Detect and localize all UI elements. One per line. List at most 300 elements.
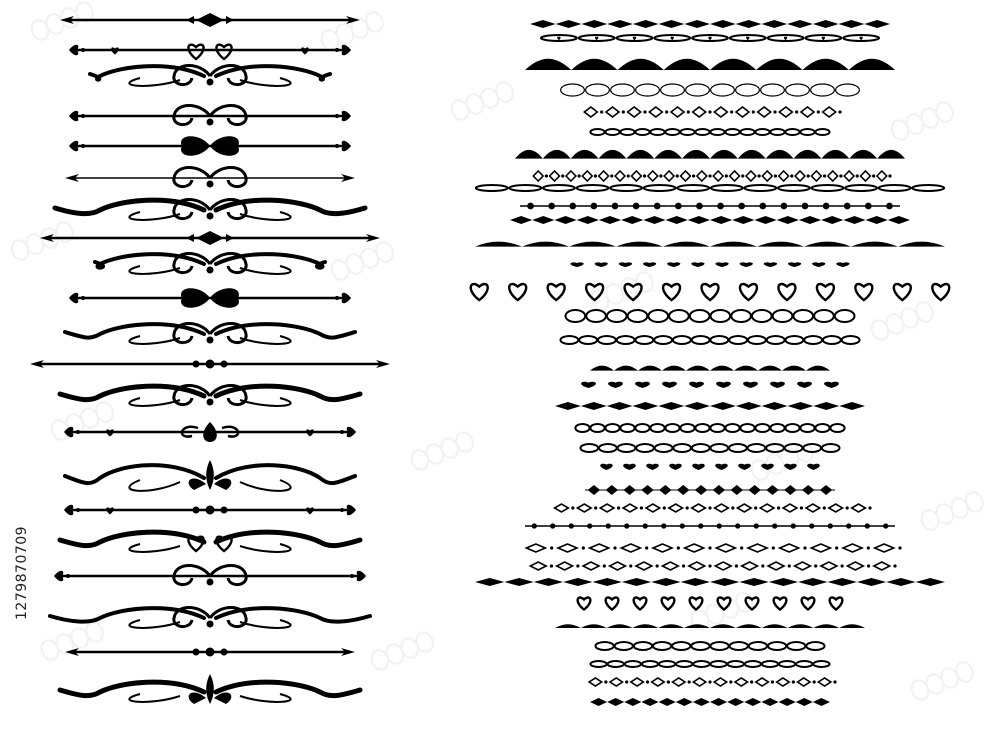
repeating-border bbox=[525, 59, 895, 70]
border-diamond bbox=[762, 171, 772, 181]
border-link bbox=[740, 129, 754, 135]
border-leaf bbox=[619, 262, 632, 267]
border-spindle bbox=[624, 698, 641, 706]
divider-end-right bbox=[342, 45, 351, 56]
border-spindle bbox=[590, 698, 607, 706]
border-wave bbox=[581, 624, 607, 628]
watermark-ring bbox=[9, 238, 31, 263]
repeating-border bbox=[510, 216, 910, 224]
flourish-curl-left bbox=[129, 336, 180, 344]
border-dot bbox=[772, 546, 775, 549]
divider-ornament bbox=[64, 505, 356, 516]
repeating-border bbox=[590, 129, 829, 135]
border-spindle bbox=[607, 20, 633, 28]
border-link bbox=[580, 444, 598, 452]
divider-end-left bbox=[54, 571, 63, 582]
flourish-swash-right bbox=[216, 254, 325, 267]
divider-end-left bbox=[64, 505, 73, 516]
border-link bbox=[590, 424, 604, 432]
border-spindle bbox=[510, 216, 532, 224]
border-link bbox=[659, 661, 675, 667]
border-leaf bbox=[761, 464, 774, 470]
border-spindle bbox=[796, 698, 813, 706]
border-dot bbox=[617, 506, 620, 509]
border-diamond bbox=[555, 504, 569, 512]
divider-end-left-dot bbox=[76, 430, 80, 434]
border-link bbox=[770, 129, 784, 135]
border-inner-heart bbox=[860, 37, 862, 39]
border-leaf bbox=[715, 262, 728, 267]
border-dot bbox=[708, 564, 711, 567]
border-link bbox=[599, 444, 617, 452]
flourish-curl-left bbox=[129, 544, 180, 552]
border-dot bbox=[774, 174, 777, 177]
border-leaf bbox=[662, 382, 677, 388]
border-dot bbox=[841, 564, 844, 567]
repeating-border bbox=[578, 598, 843, 610]
border-leaf bbox=[570, 262, 583, 267]
border-link bbox=[605, 129, 619, 135]
flourish-swash-left bbox=[65, 465, 204, 483]
watermark-ring bbox=[373, 240, 395, 265]
border-inner-heart bbox=[747, 37, 749, 39]
border-diamond bbox=[685, 544, 704, 552]
border-diamond bbox=[693, 107, 706, 117]
border-diamond bbox=[768, 562, 784, 570]
border-link bbox=[561, 84, 585, 96]
watermark-ring bbox=[884, 312, 906, 337]
border-spindle bbox=[787, 20, 813, 28]
border-spindle bbox=[555, 402, 581, 410]
repeating-border bbox=[560, 336, 859, 344]
border-spindle bbox=[761, 698, 778, 706]
divider-heart-right bbox=[301, 47, 309, 54]
watermark-mark bbox=[889, 100, 956, 143]
border-spindle bbox=[633, 20, 659, 28]
border-link bbox=[690, 310, 710, 322]
border-link bbox=[804, 336, 822, 344]
border-link bbox=[695, 424, 709, 432]
repeating-border bbox=[526, 544, 901, 552]
border-link bbox=[755, 129, 769, 135]
repeating-border bbox=[590, 661, 829, 667]
border-leaf bbox=[600, 464, 613, 470]
border-heart bbox=[662, 598, 675, 610]
border-spindle bbox=[563, 578, 592, 586]
border-dot bbox=[835, 546, 838, 549]
border-spindle bbox=[777, 216, 799, 224]
border-link bbox=[752, 310, 772, 322]
border-diamond bbox=[779, 171, 789, 181]
border-diamond bbox=[550, 171, 560, 181]
border-dot bbox=[629, 564, 632, 567]
border-diamond bbox=[557, 562, 573, 570]
border-diamond bbox=[671, 107, 684, 117]
border-leaf bbox=[824, 382, 839, 388]
border-wave bbox=[756, 59, 802, 70]
watermark-ring bbox=[904, 112, 926, 137]
divider-ornament bbox=[95, 254, 325, 274]
border-dot bbox=[872, 174, 875, 177]
border-link bbox=[611, 84, 635, 96]
center-dot bbox=[221, 649, 228, 656]
watermark-mark bbox=[319, 10, 386, 53]
center-scroll-left bbox=[174, 168, 210, 187]
center-dot bbox=[221, 507, 228, 514]
border-dot bbox=[708, 546, 711, 549]
divider-ornament bbox=[65, 648, 355, 657]
watermark-ring bbox=[449, 98, 471, 123]
border-diamond bbox=[742, 562, 758, 570]
border-link bbox=[744, 185, 776, 191]
border-heart bbox=[740, 284, 757, 300]
border-wave bbox=[682, 150, 710, 159]
border-diamond bbox=[589, 678, 602, 686]
border-wave bbox=[806, 366, 830, 371]
border-link bbox=[692, 336, 710, 344]
flourish-curl-left bbox=[129, 620, 180, 628]
watermark-ring bbox=[453, 430, 475, 455]
border-wave bbox=[794, 150, 822, 159]
border-diamond bbox=[746, 171, 756, 181]
border-diamond bbox=[877, 171, 887, 181]
border-link bbox=[814, 310, 834, 322]
border-dot bbox=[688, 680, 691, 683]
center-scroll-dot bbox=[207, 267, 214, 274]
watermark-mark bbox=[9, 220, 76, 263]
border-dot bbox=[800, 506, 803, 509]
divider-heart-left bbox=[106, 429, 114, 436]
border-dot bbox=[846, 506, 849, 509]
watermark-mark bbox=[39, 620, 106, 663]
border-spindle bbox=[684, 402, 710, 410]
border-link bbox=[509, 185, 541, 191]
border-dot bbox=[594, 506, 597, 509]
repeating-border bbox=[555, 402, 865, 410]
flourish-curl-right bbox=[240, 212, 291, 220]
border-spindle bbox=[688, 216, 710, 224]
border-dot bbox=[757, 174, 760, 177]
watermark-ring bbox=[704, 602, 726, 627]
center-diamond-ornament bbox=[196, 231, 224, 245]
border-link bbox=[577, 185, 609, 191]
border-wave bbox=[898, 242, 945, 247]
divider-end-right bbox=[342, 141, 351, 152]
divider-heart-right bbox=[306, 507, 314, 514]
border-diamond bbox=[582, 171, 592, 181]
watermark-ring bbox=[363, 10, 385, 35]
border-wave bbox=[590, 366, 614, 371]
border-spindle bbox=[710, 20, 736, 28]
border-link bbox=[785, 424, 799, 432]
border-spindle bbox=[839, 20, 865, 28]
repeating-border bbox=[584, 107, 841, 117]
watermark-ring bbox=[963, 490, 985, 515]
border-diamond bbox=[649, 107, 662, 117]
border-link bbox=[680, 424, 694, 432]
border-dot bbox=[754, 506, 757, 509]
border-dot bbox=[576, 564, 579, 567]
border-link bbox=[748, 444, 766, 452]
border-diamond bbox=[861, 171, 871, 181]
border-spindle bbox=[813, 20, 839, 28]
watermark-ring bbox=[53, 220, 75, 245]
border-diamond bbox=[779, 107, 792, 117]
border-spindle bbox=[813, 698, 830, 706]
divider-end-left bbox=[69, 293, 78, 304]
border-dot bbox=[645, 546, 648, 549]
border-spindle bbox=[593, 578, 622, 586]
border-spindle bbox=[710, 578, 739, 586]
divider-ornament bbox=[54, 566, 366, 586]
border-leaf bbox=[716, 382, 731, 388]
border-dot bbox=[790, 174, 793, 177]
flourish-curl-right bbox=[240, 266, 291, 274]
border-spindle bbox=[732, 216, 754, 224]
border-diamond bbox=[646, 504, 660, 512]
border-link bbox=[634, 642, 652, 650]
border-diamond bbox=[662, 562, 678, 570]
border-link bbox=[731, 310, 751, 322]
border-link bbox=[813, 661, 829, 667]
repeating-border bbox=[566, 310, 855, 322]
border-link bbox=[595, 642, 613, 650]
border-dot bbox=[550, 546, 553, 549]
border-link bbox=[625, 661, 641, 667]
border-link bbox=[661, 84, 685, 96]
border-link bbox=[879, 185, 911, 191]
border-diamond bbox=[692, 504, 706, 512]
border-diamond bbox=[730, 171, 740, 181]
repeating-border bbox=[600, 464, 820, 470]
border-dot bbox=[663, 506, 666, 509]
border-link bbox=[835, 310, 855, 322]
border-link bbox=[691, 642, 709, 650]
border-link bbox=[806, 642, 824, 650]
border-dot bbox=[803, 546, 806, 549]
border-spindle bbox=[577, 216, 599, 224]
divider-end-left bbox=[69, 45, 78, 56]
border-spindle bbox=[799, 216, 821, 224]
border-heart bbox=[690, 598, 703, 610]
border-heart bbox=[894, 284, 911, 300]
watermark-ring bbox=[764, 452, 786, 477]
border-dot bbox=[898, 546, 901, 549]
border-heart bbox=[578, 598, 591, 610]
border-dot bbox=[741, 174, 744, 177]
border-dot bbox=[729, 680, 732, 683]
repeating-border bbox=[476, 185, 944, 191]
border-link bbox=[665, 129, 679, 135]
flourish-swash-right bbox=[216, 324, 355, 337]
border-diamond bbox=[735, 678, 748, 686]
border-diamond bbox=[530, 562, 546, 570]
border-dot bbox=[577, 174, 580, 177]
border-spindle bbox=[622, 578, 651, 586]
border-dot bbox=[625, 680, 628, 683]
border-link bbox=[635, 336, 653, 344]
border-wave bbox=[664, 59, 710, 70]
border-link bbox=[644, 185, 676, 191]
center-scroll-dot bbox=[207, 399, 214, 406]
watermark-mark bbox=[329, 240, 396, 283]
border-dot bbox=[817, 110, 820, 113]
center-dot bbox=[206, 506, 215, 515]
divider-ornament bbox=[30, 360, 390, 369]
border-dot bbox=[752, 110, 755, 113]
border-diamond bbox=[558, 544, 577, 552]
flourish-swash-left bbox=[65, 324, 204, 337]
border-link bbox=[579, 336, 597, 344]
flourish-swash-right bbox=[216, 532, 360, 545]
border-link bbox=[830, 424, 844, 432]
flourish-curl-left bbox=[129, 694, 180, 702]
border-heart bbox=[855, 284, 872, 300]
border-wave bbox=[766, 150, 794, 159]
border-leaf bbox=[691, 262, 704, 267]
border-link bbox=[680, 129, 694, 135]
border-leaf bbox=[667, 262, 680, 267]
watermark-ring bbox=[949, 496, 971, 521]
divider-ornament bbox=[40, 231, 380, 245]
border-leaf bbox=[797, 382, 812, 388]
border-diamond bbox=[610, 678, 623, 686]
border-wave bbox=[633, 624, 659, 628]
divider-end-right bbox=[342, 111, 351, 122]
border-heart bbox=[606, 598, 619, 610]
border-wave bbox=[658, 624, 684, 628]
border-leaf bbox=[689, 382, 704, 388]
watermark-ring bbox=[909, 678, 931, 703]
border-leaf bbox=[784, 464, 797, 470]
border-spindle bbox=[710, 698, 727, 706]
border-spindle bbox=[762, 402, 788, 410]
center-wing-right bbox=[210, 136, 239, 156]
border-heart bbox=[548, 284, 565, 300]
border-wave bbox=[851, 242, 898, 247]
border-link bbox=[736, 84, 760, 96]
border-diamond bbox=[806, 504, 820, 512]
divider-end-left bbox=[69, 141, 78, 152]
border-diamond bbox=[828, 171, 838, 181]
border-link bbox=[761, 84, 785, 96]
border-wave bbox=[710, 59, 756, 70]
border-link bbox=[815, 424, 829, 432]
border-diamond bbox=[783, 504, 797, 512]
border-link bbox=[636, 84, 660, 96]
border-link bbox=[786, 84, 810, 96]
divider-end-right bbox=[342, 293, 351, 304]
border-dot bbox=[750, 680, 753, 683]
watermark-mark bbox=[869, 300, 936, 343]
border-dot bbox=[771, 680, 774, 683]
border-dot bbox=[604, 680, 607, 683]
border-wave bbox=[710, 624, 736, 628]
right-border-column bbox=[471, 20, 950, 706]
border-link bbox=[773, 310, 793, 322]
divider-end-right bbox=[357, 571, 366, 582]
watermark-ring bbox=[344, 252, 366, 277]
border-diamond bbox=[737, 504, 751, 512]
center-fleur-petal bbox=[206, 460, 214, 490]
border-wave bbox=[686, 366, 710, 371]
border-link bbox=[620, 129, 634, 135]
border-link bbox=[725, 424, 739, 432]
border-leaf bbox=[623, 464, 636, 470]
watermark-ring bbox=[39, 638, 61, 663]
border-heart bbox=[634, 598, 647, 610]
watermark-ring bbox=[329, 258, 351, 283]
border-dot bbox=[777, 506, 780, 509]
border-dot bbox=[687, 110, 690, 113]
watermark-ring bbox=[359, 246, 381, 271]
center-dot bbox=[193, 649, 200, 656]
repeating-border bbox=[525, 523, 895, 528]
border-link bbox=[610, 185, 642, 191]
border-spindle bbox=[666, 216, 688, 224]
center-dot bbox=[206, 360, 215, 369]
border-link bbox=[476, 185, 508, 191]
repeating-border bbox=[541, 35, 879, 41]
border-dot bbox=[814, 564, 817, 567]
border-wave bbox=[757, 242, 804, 247]
border-diamond bbox=[801, 107, 814, 117]
border-spindle bbox=[736, 20, 762, 28]
border-dot bbox=[667, 680, 670, 683]
watermark-mark bbox=[589, 270, 656, 313]
border-dot bbox=[731, 506, 734, 509]
flourish-curl-right bbox=[240, 398, 291, 406]
border-diamond bbox=[715, 504, 729, 512]
border-diamond bbox=[653, 544, 672, 552]
center-fleur-petal bbox=[206, 674, 214, 704]
border-wave bbox=[738, 150, 766, 159]
border-leaf bbox=[770, 382, 785, 388]
border-diamond bbox=[652, 678, 665, 686]
divider-end-right-dot bbox=[340, 430, 344, 434]
border-dot bbox=[676, 174, 679, 177]
border-spindle bbox=[534, 578, 563, 586]
border-spindle bbox=[684, 20, 710, 28]
border-link bbox=[673, 336, 691, 344]
repeating-border bbox=[561, 84, 860, 96]
border-dot bbox=[735, 564, 738, 567]
divider-ornament bbox=[69, 45, 351, 59]
flourish-curl-right bbox=[240, 480, 291, 491]
border-spindle bbox=[886, 578, 915, 586]
divider-end-left-dot bbox=[76, 508, 80, 512]
border-link bbox=[642, 661, 658, 667]
watermark-ring bbox=[913, 300, 935, 325]
border-diamond bbox=[533, 171, 543, 181]
divider-end-left bbox=[64, 427, 73, 438]
border-dot bbox=[867, 546, 870, 549]
watermark-ring bbox=[479, 86, 501, 111]
watermark-ring bbox=[689, 608, 711, 633]
border-leaf bbox=[608, 382, 623, 388]
border-diamond bbox=[795, 171, 805, 181]
divider-ornament bbox=[64, 422, 356, 442]
border-diamond bbox=[715, 562, 731, 570]
stock-image-id: 1279870709 bbox=[14, 525, 30, 620]
center-scroll-dot bbox=[207, 119, 214, 126]
border-link bbox=[800, 424, 814, 432]
border-spindle bbox=[739, 578, 768, 586]
border-diamond bbox=[615, 171, 625, 181]
divider-end-right bbox=[347, 505, 356, 516]
border-diamond bbox=[631, 171, 641, 181]
border-dot bbox=[686, 506, 689, 509]
